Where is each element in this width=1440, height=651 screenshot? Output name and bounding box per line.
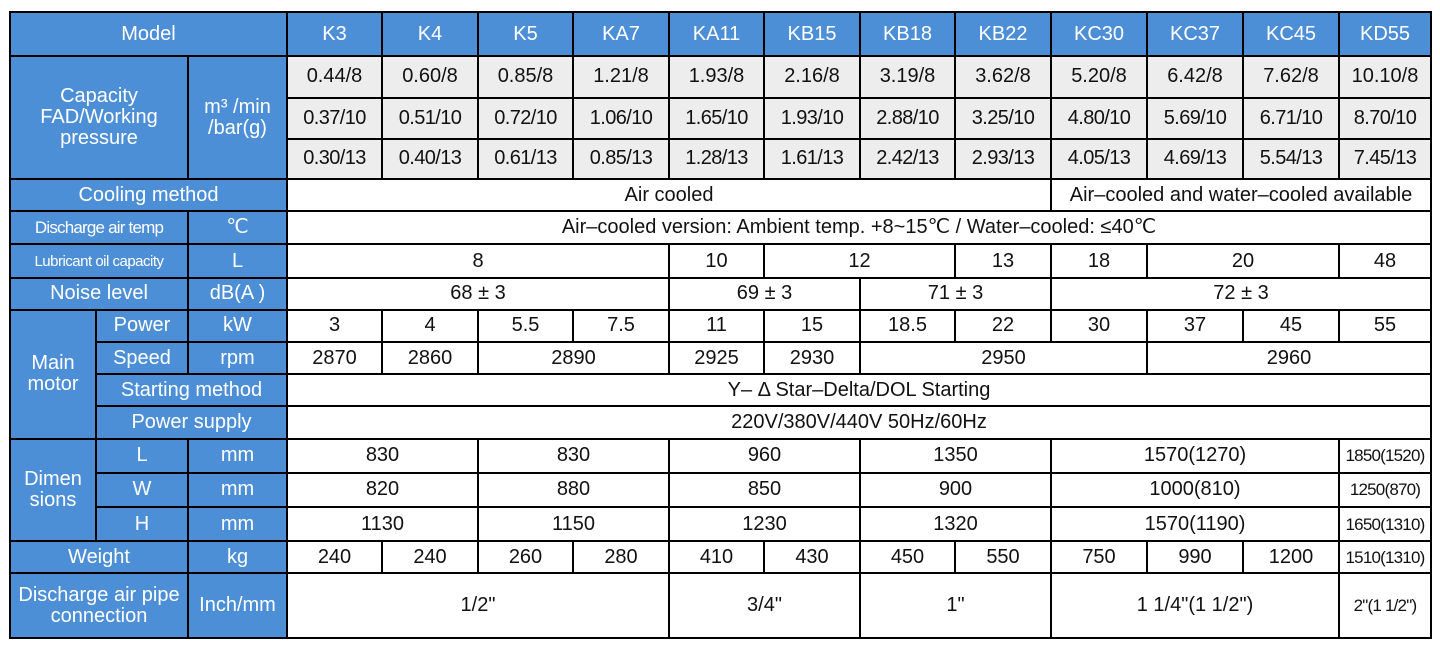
oil-header: Lubricant oil capacity	[10, 244, 188, 277]
dim-h-cell: 1320	[860, 507, 1051, 541]
weight-cell: 990	[1147, 541, 1243, 573]
speed-cell: 2860	[382, 342, 478, 374]
capacity-cell: 7.62/8	[1243, 56, 1339, 97]
model-cell: K5	[478, 12, 573, 56]
speed-cell: 2925	[669, 342, 764, 374]
dim-l-cell: 830	[287, 439, 478, 473]
capacity-cell: 4.80/10	[1051, 98, 1147, 139]
model-cell: KA11	[669, 12, 764, 56]
capacity-cell: 5.69/10	[1147, 98, 1243, 139]
power-unit: kW	[188, 310, 287, 342]
capacity-cell: 2.42/13	[860, 139, 955, 179]
noise-cell: 71 ± 3	[860, 278, 1051, 310]
power-cell: 37	[1147, 310, 1243, 342]
dim-l-row	[10, 439, 1431, 473]
model-cell: KC45	[1243, 12, 1339, 56]
pipe-cell: 2"(1 1/2")	[1339, 573, 1431, 638]
dim-l-cell: 1850(1520)	[1339, 439, 1431, 473]
model-cell: KA7	[573, 12, 669, 56]
model-row	[10, 12, 1431, 56]
model-cell: KB15	[764, 12, 860, 56]
dim-h-cell: 1650(1310)	[1339, 507, 1431, 541]
capacity-cell: 2.88/10	[860, 98, 955, 139]
capacity-cell: 2.16/8	[764, 56, 860, 97]
pipe-header: Discharge air pipe connection	[10, 573, 188, 638]
dim-w-cell: 900	[860, 473, 1051, 507]
power-row	[10, 310, 1431, 342]
speed-row	[10, 342, 1431, 374]
capacity-cell: 0.72/10	[478, 98, 573, 139]
power-cell: 4	[382, 310, 478, 342]
discharge-temp-row	[10, 211, 1431, 244]
weight-cell: 750	[1051, 541, 1147, 573]
dim-l-cell: 960	[669, 439, 860, 473]
dim-w-cell: 850	[669, 473, 860, 507]
noise-row	[10, 278, 1431, 310]
oil-cell: 18	[1051, 244, 1147, 277]
cooling-row	[10, 179, 1431, 211]
dim-w-cell: 880	[478, 473, 669, 507]
dim-l-cell: 1570(1270)	[1051, 439, 1339, 473]
dim-h-cell: 1230	[669, 507, 860, 541]
oil-cell: 12	[764, 244, 955, 277]
capacity-cell: 1.65/10	[669, 98, 764, 139]
dim-w-header: W	[96, 473, 188, 507]
model-cell: K4	[382, 12, 478, 56]
capacity-cell: 4.69/13	[1147, 139, 1243, 179]
dim-w-row	[10, 473, 1431, 507]
cooling-header: Cooling method	[10, 179, 287, 211]
capacity-cell: 0.30/13	[287, 139, 382, 179]
supply-value: 220V/380V/440V 50Hz/60Hz	[287, 406, 1431, 438]
capacity-cell: 0.37/10	[287, 98, 382, 139]
power-cell: 7.5	[573, 310, 669, 342]
capacity-cell: 8.70/10	[1339, 98, 1431, 139]
capacity-cell: 1.93/8	[669, 56, 764, 97]
speed-cell: 2890	[478, 342, 669, 374]
capacity-cell: 0.40/13	[382, 139, 478, 179]
speed-cell: 2870	[287, 342, 382, 374]
pipe-cell: 1"	[860, 573, 1051, 638]
oil-cell: 10	[669, 244, 764, 277]
weight-cell: 1510(1310)	[1339, 541, 1431, 573]
capacity-cell: 1.61/13	[764, 139, 860, 179]
power-cell: 11	[669, 310, 764, 342]
weight-header: Weight	[10, 541, 188, 573]
capacity-cell: 3.62/8	[955, 56, 1051, 97]
oil-cell: 13	[955, 244, 1051, 277]
capacity-cell: 5.20/8	[1051, 56, 1147, 97]
cooling-air: Air cooled	[287, 179, 1051, 211]
weight-cell: 410	[669, 541, 764, 573]
model-cell: K3	[287, 12, 382, 56]
model-cell: KC37	[1147, 12, 1243, 56]
supply-header: Power supply	[96, 406, 287, 438]
pipe-cell: 1/2"	[287, 573, 669, 638]
discharge-temp-value: Air–cooled version: Ambient temp. +8~15℃ / Water–cooled: ≤40℃	[287, 211, 1431, 244]
capacity-cell: 2.93/13	[955, 139, 1051, 179]
model-cell: KB18	[860, 12, 955, 56]
power-cell: 3	[287, 310, 382, 342]
power-cell: 15	[764, 310, 860, 342]
dim-h-cell: 1570(1190)	[1051, 507, 1339, 541]
dim-w-cell: 820	[287, 473, 478, 507]
capacity-cell: 10.10/8	[1339, 56, 1431, 97]
capacity-cell: 0.61/13	[478, 139, 573, 179]
weight-cell: 430	[764, 541, 860, 573]
speed-unit: rpm	[188, 342, 287, 374]
capacity-cell: 6.42/8	[1147, 56, 1243, 97]
pipe-cell: 3/4"	[669, 573, 860, 638]
discharge-temp-header: Discharge air temp	[10, 211, 188, 244]
weight-cell: 550	[955, 541, 1051, 573]
power-cell: 45	[1243, 310, 1339, 342]
weight-unit: kg	[188, 541, 287, 573]
capacity-row-8bar	[10, 56, 1431, 97]
dim-h-cell: 1150	[478, 507, 669, 541]
dim-l-unit: mm	[188, 439, 287, 473]
capacity-cell: 1.28/13	[669, 139, 764, 179]
weight-cell: 450	[860, 541, 955, 573]
dim-l-header: L	[96, 439, 188, 473]
discharge-temp-unit: ℃	[188, 211, 287, 244]
speed-cell: 2930	[764, 342, 860, 374]
capacity-header: Capacity FAD/Working pressure	[10, 56, 188, 179]
power-cell: 55	[1339, 310, 1431, 342]
weight-cell: 1200	[1243, 541, 1339, 573]
dim-l-cell: 1350	[860, 439, 1051, 473]
starting-row	[10, 374, 1431, 406]
oil-cell: 8	[287, 244, 669, 277]
capacity-cell: 6.71/10	[1243, 98, 1339, 139]
capacity-cell: 1.06/10	[573, 98, 669, 139]
weight-cell: 280	[573, 541, 669, 573]
capacity-cell: 0.85/13	[573, 139, 669, 179]
dim-h-header: H	[96, 507, 188, 541]
capacity-cell: 4.05/13	[1051, 139, 1147, 179]
dim-w-cell: 1000(810)	[1051, 473, 1339, 507]
spec-table	[9, 11, 1432, 639]
dim-h-row	[10, 507, 1431, 541]
power-cell: 5.5	[478, 310, 573, 342]
noise-cell: 72 ± 3	[1051, 278, 1431, 310]
capacity-cell: 0.85/8	[478, 56, 573, 97]
starting-header: Starting method	[96, 374, 287, 406]
pipe-cell: 1 1/4"(1 1/2")	[1051, 573, 1339, 638]
cooling-both: Air–cooled and water–cooled available	[1051, 179, 1431, 211]
oil-unit: L	[188, 244, 287, 277]
noise-cell: 68 ± 3	[287, 278, 669, 310]
power-header: Power	[96, 310, 188, 342]
capacity-cell: 3.25/10	[955, 98, 1051, 139]
capacity-cell: 1.93/10	[764, 98, 860, 139]
capacity-cell: 0.51/10	[382, 98, 478, 139]
model-cell: KC30	[1051, 12, 1147, 56]
power-cell: 30	[1051, 310, 1147, 342]
dimensions-header: Dimen sions	[10, 439, 96, 542]
capacity-cell: 0.44/8	[287, 56, 382, 97]
dim-h-cell: 1130	[287, 507, 478, 541]
noise-unit: dB(A )	[188, 278, 287, 310]
model-cell: KD55	[1339, 12, 1431, 56]
speed-header: Speed	[96, 342, 188, 374]
starting-value: Y– Δ Star–Delta/DOL Starting	[287, 374, 1431, 406]
oil-cell: 48	[1339, 244, 1431, 277]
weight-row	[10, 541, 1431, 573]
weight-cell: 240	[382, 541, 478, 573]
speed-cell: 2950	[860, 342, 1147, 374]
dim-w-unit: mm	[188, 473, 287, 507]
speed-cell: 2960	[1147, 342, 1431, 374]
weight-cell: 260	[478, 541, 573, 573]
main-motor-header: Main motor	[10, 310, 96, 439]
capacity-unit: m³ /min /bar(g)	[188, 56, 287, 179]
power-cell: 22	[955, 310, 1051, 342]
capacity-cell: 3.19/8	[860, 56, 955, 97]
pipe-unit: Inch/mm	[188, 573, 287, 638]
noise-header: Noise level	[10, 278, 188, 310]
noise-cell: 69 ± 3	[669, 278, 860, 310]
capacity-cell: 0.60/8	[382, 56, 478, 97]
dim-h-unit: mm	[188, 507, 287, 541]
model-cell: KB22	[955, 12, 1051, 56]
oil-row	[10, 244, 1431, 277]
capacity-cell: 7.45/13	[1339, 139, 1431, 179]
oil-cell: 20	[1147, 244, 1339, 277]
dim-w-cell: 1250(870)	[1339, 473, 1431, 507]
dim-l-cell: 830	[478, 439, 669, 473]
weight-cell: 240	[287, 541, 382, 573]
capacity-cell: 5.54/13	[1243, 139, 1339, 179]
supply-row	[10, 406, 1431, 438]
model-header: Model	[10, 12, 287, 56]
power-cell: 18.5	[860, 310, 955, 342]
capacity-cell: 1.21/8	[573, 56, 669, 97]
pipe-row	[10, 573, 1431, 638]
